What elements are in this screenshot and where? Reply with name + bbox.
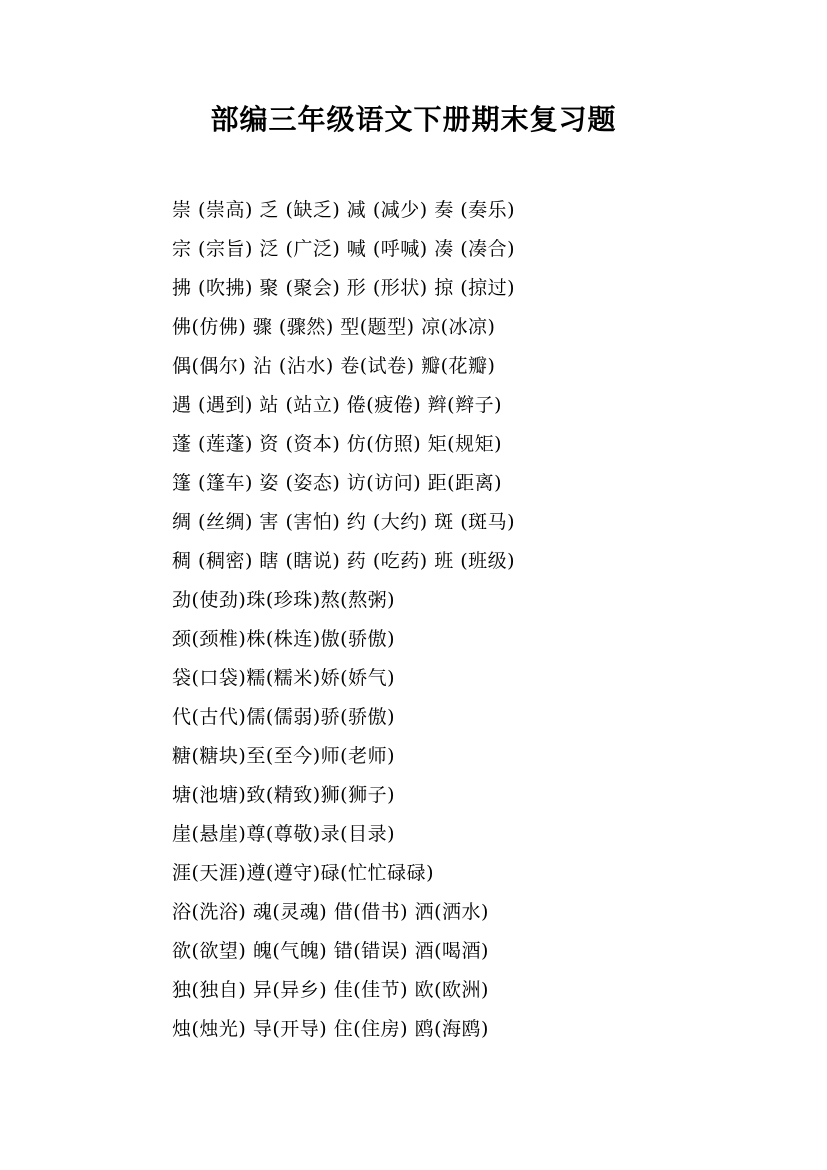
vocab-line: 稠 (稠密) 瞎 (瞎说) 药 (吃药) 班 (班级) [172,550,516,572]
vocab-line: 塘(池塘)致(精致)狮(狮子) [172,784,395,806]
vocab-line: 袋(口袋)糯(糯米)娇(娇气) [172,667,395,689]
vocab-line: 崖(悬崖)尊(尊敬)录(目录) [172,823,395,845]
vocab-line: 绸 (丝绸) 害 (害怕) 约 (大约) 斑 (斑马) [172,511,516,533]
vocab-line: 篷 (篷车) 姿 (姿态) 访(访问) 距(距离) [172,472,502,494]
vocab-line: 烛(烛光) 导(开导) 住(住房) 鸥(海鸥) [172,1018,489,1040]
vocab-line: 浴(洗浴) 魂(灵魂) 借(借书) 洒(洒水) [172,901,489,923]
vocab-line: 偶(偶尔) 沾 (沾水) 卷(试卷) 瓣(花瓣) [172,355,496,377]
vocab-line: 欲(欲望) 魄(气魄) 错(错误) 酒(喝酒) [172,940,489,962]
vocabulary-list [172,191,732,1049]
vocab-line: 蓬 (莲蓬) 资 (资本) 仿(仿照) 矩(规矩) [172,433,502,455]
vocab-line: 遇 (遇到) 站 (站立) 倦(疲倦) 辫(辫子) [172,394,502,416]
vocab-line: 拂 (吹拂) 聚 (聚会) 形 (形状) 掠 (掠过) [172,277,516,299]
vocab-line: 代(古代)儒(儒弱)骄(骄傲) [172,706,395,728]
vocab-line: 佛(仿佛) 骤 (骤然) 型(题型) 凉(冰凉) [172,316,496,338]
vocab-line: 糖(糖块)至(至今)师(老师) [172,745,395,767]
vocab-line: 崇 (崇高) 乏 (缺乏) 减 (减少) 奏 (奏乐) [172,199,516,221]
page-title: 部编三年级语文下册期末复习题 [210,103,617,136]
vocab-line: 涯(天涯)遵(遵守)碌(忙忙碌碌) [172,862,434,884]
vocab-line: 颈(颈椎)株(株连)傲(骄傲) [172,628,395,650]
vocab-line: 独(独自) 异(异乡) 佳(佳节) 欧(欧洲) [172,979,489,1001]
vocab-line: 劲(使劲)珠(珍珠)熬(熬粥) [172,589,395,611]
vocab-line: 宗 (宗旨) 泛 (广泛) 喊 (呼喊) 凑 (凑合) [172,238,516,260]
